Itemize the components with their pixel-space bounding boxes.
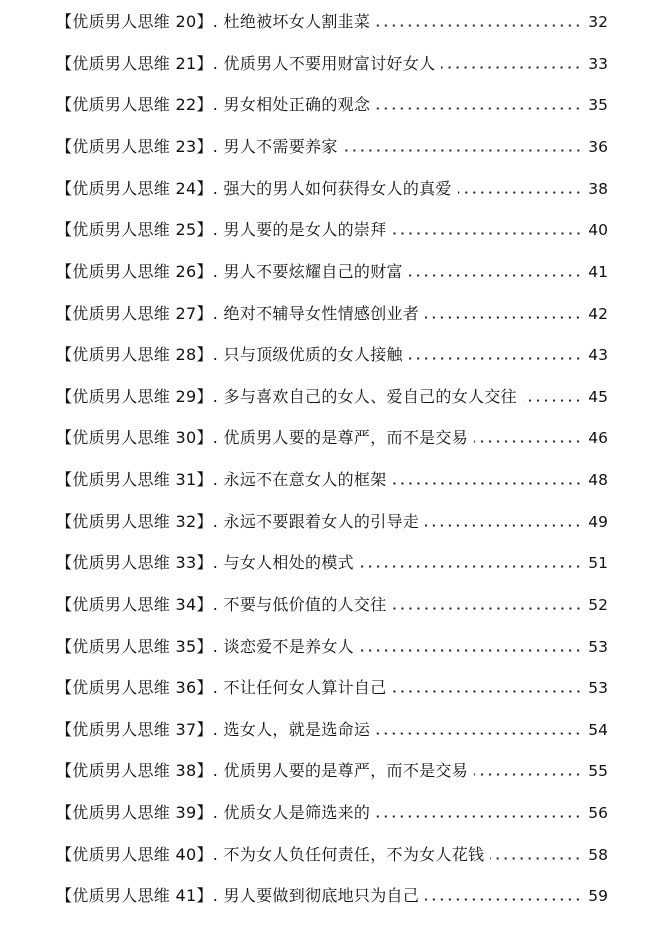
toc-entry[interactable] (56, 717, 608, 743)
toc-entry-title: 【优质男人思维 29】. 多与喜欢自己的女人、爱自己的女人交往 (56, 387, 517, 406)
toc-entry[interactable] (56, 592, 608, 618)
toc-page-number: 46 (588, 429, 608, 447)
toc-entry[interactable] (56, 92, 608, 118)
toc-entry[interactable] (56, 550, 608, 576)
toc-entry[interactable] (56, 384, 608, 410)
toc-page-number: 32 (588, 13, 608, 31)
toc-entry[interactable] (56, 342, 608, 368)
toc-entry[interactable] (56, 509, 608, 535)
toc-entry[interactable] (56, 425, 608, 451)
toc-page-number: 49 (588, 513, 608, 531)
toc-entry[interactable] (56, 758, 608, 784)
toc-dot-leader (458, 191, 582, 194)
toc-dot-leader (360, 649, 582, 652)
toc-page-number: 48 (588, 471, 608, 489)
toc-entry-title: 【优质男人思维 21】. 优质男人不要用财富讨好女人 (56, 54, 436, 73)
toc-entry[interactable] (56, 259, 608, 285)
toc-entry-title: 【优质男人思维 35】. 谈恋爱不是养女人 (56, 637, 354, 656)
toc-entry-title: 【优质男人思维 39】. 优质女人是筛选来的 (56, 803, 371, 822)
toc-page-number: 33 (588, 55, 608, 73)
toc-dot-leader (393, 690, 582, 693)
toc-page-number: 45 (588, 388, 608, 406)
toc-dot-leader (474, 773, 582, 776)
toc-dot-leader (344, 149, 582, 152)
toc-entry-title: 【优质男人思维 34】. 不要与低价值的人交往 (56, 595, 387, 614)
toc-page-number: 41 (588, 263, 608, 281)
toc-entry[interactable] (56, 51, 608, 77)
toc-entry-title: 【优质男人思维 22】. 男女相处正确的观念 (56, 95, 371, 114)
toc-entry[interactable] (56, 634, 608, 660)
toc-page-number: 36 (588, 138, 608, 156)
toc-dot-leader (409, 274, 582, 277)
toc-entry[interactable] (56, 301, 608, 327)
toc-dot-leader (523, 399, 582, 402)
toc-dot-leader (490, 857, 582, 860)
toc-entry-title: 【优质男人思维 32】. 永远不要跟着女人的引导走 (56, 512, 420, 531)
toc-page-number: 59 (588, 887, 608, 905)
toc-page-number: 43 (588, 346, 608, 364)
toc-entry-title: 【优质男人思维 28】. 只与顶级优质的女人接触 (56, 345, 403, 364)
toc-dot-leader (409, 357, 582, 360)
toc-dot-leader (376, 732, 582, 735)
toc-dot-leader (376, 24, 582, 27)
toc-entry[interactable] (56, 842, 608, 868)
toc-dot-leader (425, 898, 582, 901)
toc-entry[interactable] (56, 134, 608, 160)
toc-entry[interactable] (56, 176, 608, 202)
toc-entry-title: 【优质男人思维 30】. 优质男人要的是尊严，而不是交易 (56, 428, 469, 447)
toc-dot-leader (393, 607, 582, 610)
toc-entry-title: 【优质男人思维 41】. 男人要做到彻底地只为自己 (56, 886, 420, 905)
toc-entry-title: 【优质男人思维 40】. 不为女人负任何责任，不为女人花钱 (56, 845, 485, 864)
toc-dot-leader (393, 482, 582, 485)
toc-page-number: 58 (588, 846, 608, 864)
toc-entry-title: 【优质男人思维 31】. 永远不在意女人的框架 (56, 470, 387, 489)
toc-entry-title: 【优质男人思维 27】. 绝对不辅导女性情感创业者 (56, 304, 420, 323)
toc-entry-title: 【优质男人思维 38】. 优质男人要的是尊严，而不是交易 (56, 761, 469, 780)
toc-entry-title: 【优质男人思维 26】. 男人不要炫耀自己的财富 (56, 262, 403, 281)
toc-dot-leader (360, 565, 582, 568)
toc-page-number: 52 (588, 596, 608, 614)
toc-entry-title: 【优质男人思维 25】. 男人要的是女人的崇拜 (56, 220, 387, 239)
toc-page-number: 53 (588, 638, 608, 656)
toc-dot-leader (376, 815, 582, 818)
toc-dot-leader (393, 232, 582, 235)
toc-entry[interactable] (56, 883, 608, 909)
toc-page-number: 56 (588, 804, 608, 822)
toc-entry-title: 【优质男人思维 24】. 强大的男人如何获得女人的真爱 (56, 179, 452, 198)
toc-page-number: 55 (588, 762, 608, 780)
toc-page-number: 40 (588, 221, 608, 239)
toc-page-number: 35 (588, 96, 608, 114)
toc-entry[interactable] (56, 675, 608, 701)
toc-page-number: 38 (588, 180, 608, 198)
toc-dot-leader (425, 316, 582, 319)
toc-dot-leader (376, 107, 582, 110)
toc-entry[interactable] (56, 217, 608, 243)
toc-dot-leader (474, 440, 582, 443)
toc-page-number: 53 (588, 679, 608, 697)
toc-page-number: 54 (588, 721, 608, 739)
toc-entry-title: 【优质男人思维 36】. 不让任何女人算计自己 (56, 678, 387, 697)
toc-page-number: 42 (588, 305, 608, 323)
toc-entry[interactable] (56, 800, 608, 826)
toc-entry[interactable] (56, 467, 608, 493)
toc-entry-title: 【优质男人思维 33】. 与女人相处的模式 (56, 553, 354, 572)
toc-dot-leader (441, 66, 582, 69)
toc-entry-title: 【优质男人思维 20】. 杜绝被坏女人割韭菜 (56, 12, 371, 31)
toc-entry-title: 【优质男人思维 23】. 男人不需要养家 (56, 137, 338, 156)
toc-dot-leader (425, 524, 582, 527)
toc-page-number: 51 (588, 554, 608, 572)
toc-entry[interactable] (56, 9, 608, 35)
toc-entry-title: 【优质男人思维 37】. 选女人，就是选命运 (56, 720, 371, 739)
